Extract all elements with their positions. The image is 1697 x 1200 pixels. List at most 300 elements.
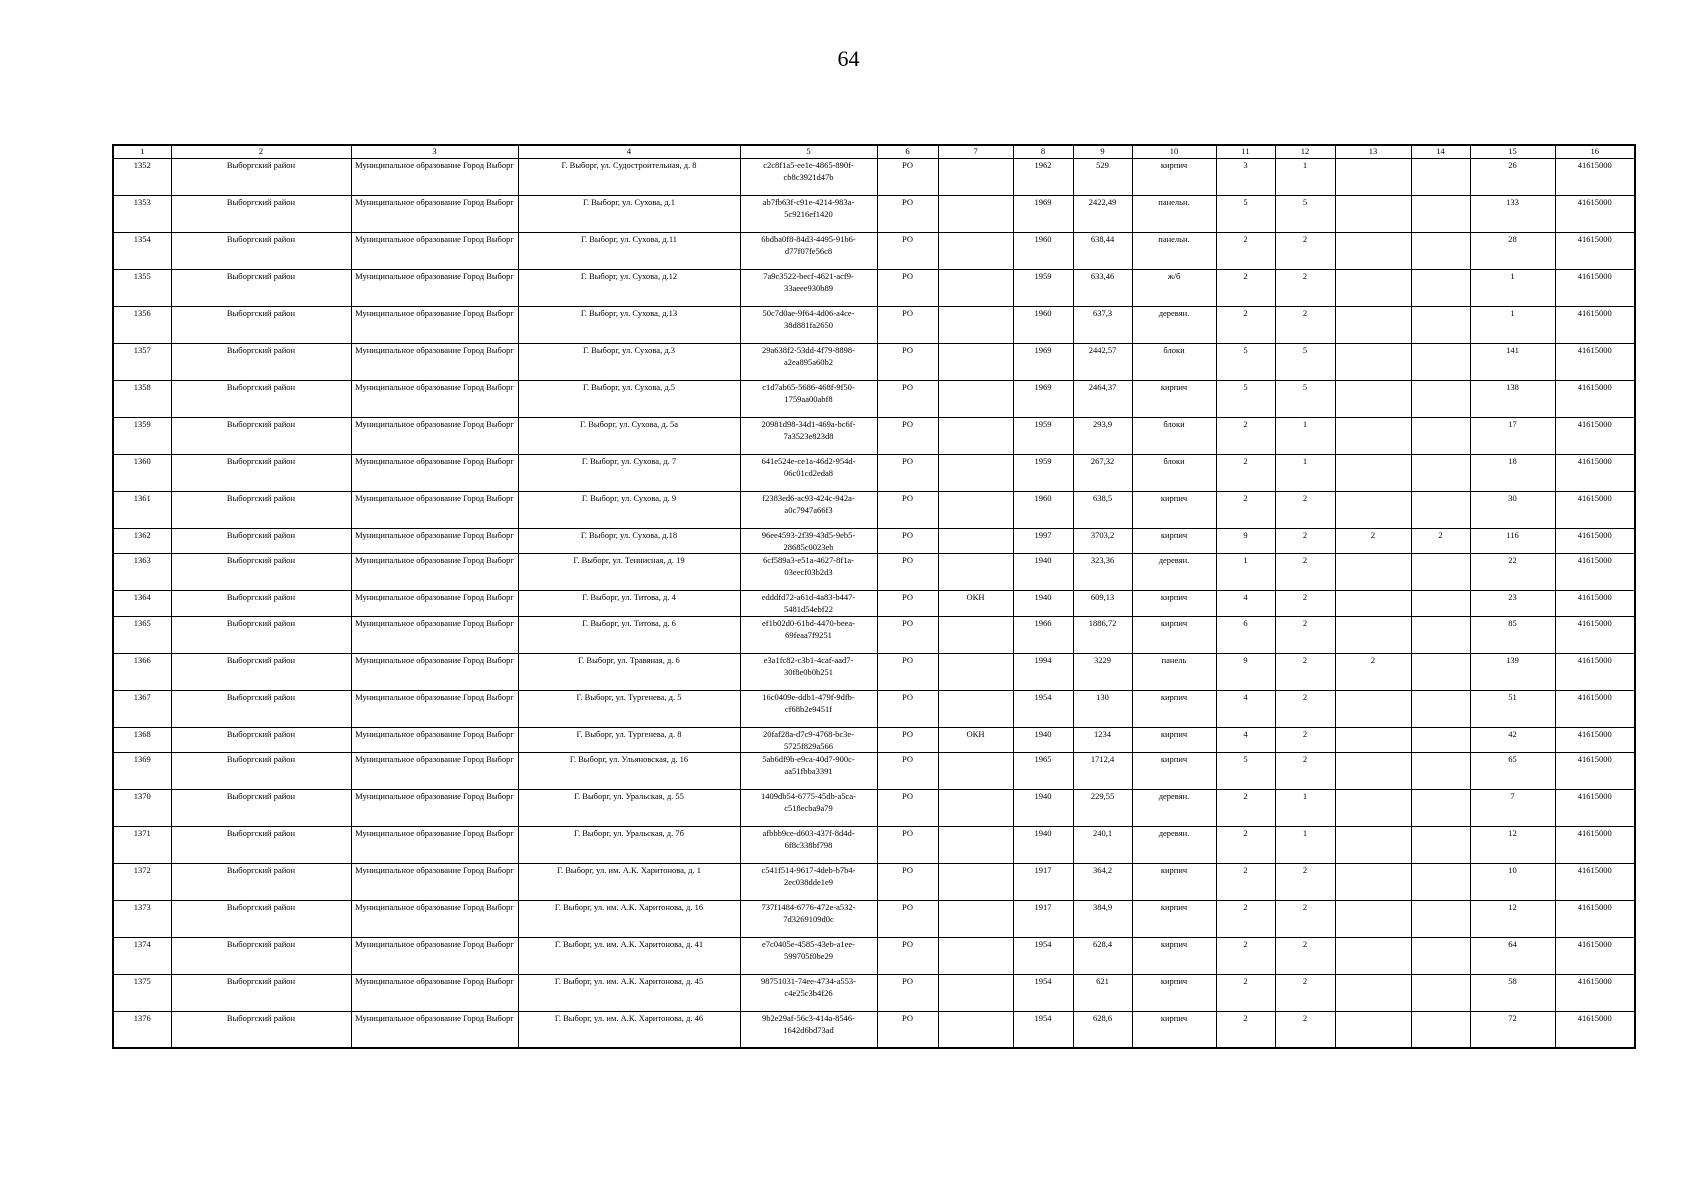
wall-material-cell: деревян.	[1132, 554, 1216, 591]
apartments-cell: 139	[1470, 653, 1555, 690]
district-cell: Выборгский район	[171, 690, 351, 727]
wall-material-cell: блоки	[1132, 418, 1216, 455]
entrances-cell: 2	[1275, 233, 1335, 270]
area-cell: 609,13	[1073, 591, 1132, 616]
year-cell: 1969	[1013, 381, 1073, 418]
year-cell: 1954	[1013, 690, 1073, 727]
table-row	[113, 690, 1635, 727]
apartments-cell: 26	[1470, 159, 1555, 196]
area-cell: 384,9	[1073, 901, 1132, 938]
area-cell: 130	[1073, 690, 1132, 727]
heritage-cell	[938, 159, 1013, 196]
row-number: 1373	[113, 901, 171, 938]
col13-cell	[1335, 344, 1411, 381]
wall-material-cell: панель	[1132, 653, 1216, 690]
municipality-cell: Муниципальное образование Город Выборг	[351, 233, 518, 270]
guid-cell: 96ee4593-2f39-43d5-9eb5-28685c0023eb	[740, 529, 877, 554]
heritage-cell	[938, 975, 1013, 1012]
year-cell: 1917	[1013, 901, 1073, 938]
column-header: 2	[171, 145, 351, 159]
municipality-cell: Муниципальное образование Город Выборг	[351, 1012, 518, 1049]
floors-cell: 2	[1216, 455, 1275, 492]
wall-material-cell: кирпич	[1132, 529, 1216, 554]
area-cell: 293,9	[1073, 418, 1132, 455]
status-cell: РО	[877, 344, 938, 381]
district-cell: Выборгский район	[171, 196, 351, 233]
year-cell: 1965	[1013, 753, 1073, 790]
col14-cell	[1411, 270, 1470, 307]
table-row	[113, 938, 1635, 975]
col13-cell	[1335, 975, 1411, 1012]
apartments-cell: 138	[1470, 381, 1555, 418]
table-row	[113, 196, 1635, 233]
apartments-cell: 1	[1470, 270, 1555, 307]
municipality-cell: Муниципальное образование Город Выборг	[351, 554, 518, 591]
col14-cell	[1411, 938, 1470, 975]
address-cell: Г. Выборг, ул. Сухова, д.1	[518, 196, 740, 233]
year-cell: 1962	[1013, 159, 1073, 196]
entrances-cell: 2	[1275, 753, 1335, 790]
col13-cell	[1335, 827, 1411, 864]
wall-material-cell: кирпич	[1132, 492, 1216, 529]
area-cell: 637,3	[1073, 307, 1132, 344]
column-header: 14	[1411, 145, 1470, 159]
column-header: 7	[938, 145, 1013, 159]
apartments-cell: 51	[1470, 690, 1555, 727]
row-number: 1370	[113, 790, 171, 827]
row-number: 1359	[113, 418, 171, 455]
status-cell: РО	[877, 381, 938, 418]
heritage-cell	[938, 790, 1013, 827]
guid-cell: afbbb9ce-d603-437f-8d4d-6f8c338bf798	[740, 827, 877, 864]
floors-cell: 2	[1216, 827, 1275, 864]
address-cell: Г. Выборг, ул. Сухова, д.13	[518, 307, 740, 344]
floors-cell: 9	[1216, 653, 1275, 690]
wall-material-cell: кирпич	[1132, 938, 1216, 975]
row-number: 1368	[113, 727, 171, 752]
entrances-cell: 1	[1275, 159, 1335, 196]
entrances-cell: 1	[1275, 790, 1335, 827]
apartments-cell: 23	[1470, 591, 1555, 616]
heritage-cell	[938, 529, 1013, 554]
col13-cell	[1335, 418, 1411, 455]
area-cell: 323,36	[1073, 554, 1132, 591]
district-cell: Выборгский район	[171, 159, 351, 196]
apartments-cell: 72	[1470, 1012, 1555, 1049]
heritage-cell	[938, 616, 1013, 653]
address-cell: Г. Выборг, ул. Травяная, д. 6	[518, 653, 740, 690]
entrances-cell: 5	[1275, 196, 1335, 233]
row-number: 1353	[113, 196, 171, 233]
area-cell: 1234	[1073, 727, 1132, 752]
guid-cell: 20981d98-34d1-469a-bc6f-7a3523e823d8	[740, 418, 877, 455]
address-cell: Г. Выборг, ул. им. А.К. Харитонова, д. 16	[518, 901, 740, 938]
entrances-cell: 2	[1275, 554, 1335, 591]
floors-cell: 9	[1216, 529, 1275, 554]
table-row	[113, 864, 1635, 901]
municipality-cell: Муниципальное образование Город Выборг	[351, 616, 518, 653]
col14-cell	[1411, 727, 1470, 752]
apartments-cell: 30	[1470, 492, 1555, 529]
status-cell: РО	[877, 591, 938, 616]
status-cell: РО	[877, 690, 938, 727]
address-cell: Г. Выборг, ул. Сухова, д. 9	[518, 492, 740, 529]
district-cell: Выборгский район	[171, 616, 351, 653]
entrances-cell: 1	[1275, 827, 1335, 864]
year-cell: 1940	[1013, 591, 1073, 616]
oktmo-cell: 41615000	[1555, 591, 1635, 616]
address-cell: Г. Выборг, ул. Титова, д. 6	[518, 616, 740, 653]
municipality-cell: Муниципальное образование Город Выборг	[351, 790, 518, 827]
entrances-cell: 2	[1275, 616, 1335, 653]
municipality-cell: Муниципальное образование Город Выборг	[351, 196, 518, 233]
status-cell: РО	[877, 653, 938, 690]
municipality-cell: Муниципальное образование Город Выборг	[351, 455, 518, 492]
district-cell: Выборгский район	[171, 727, 351, 752]
guid-cell: 29a638f2-53dd-4f79-8898-a2ea895a60b2	[740, 344, 877, 381]
area-cell: 638,44	[1073, 233, 1132, 270]
oktmo-cell: 41615000	[1555, 196, 1635, 233]
area-cell: 628,4	[1073, 938, 1132, 975]
area-cell: 2422,49	[1073, 196, 1132, 233]
table-row	[113, 975, 1635, 1012]
col14-cell	[1411, 455, 1470, 492]
col14-cell	[1411, 307, 1470, 344]
district-cell: Выборгский район	[171, 938, 351, 975]
col13-cell	[1335, 901, 1411, 938]
oktmo-cell: 41615000	[1555, 418, 1635, 455]
year-cell: 1994	[1013, 653, 1073, 690]
oktmo-cell: 41615000	[1555, 381, 1635, 418]
floors-cell: 2	[1216, 307, 1275, 344]
area-cell: 2464,37	[1073, 381, 1132, 418]
address-cell: Г. Выборг, ул. Сухова, д.3	[518, 344, 740, 381]
row-number: 1362	[113, 529, 171, 554]
table-row	[113, 901, 1635, 938]
address-cell: Г. Выборг, ул. Сухова, д. 7	[518, 455, 740, 492]
year-cell: 1940	[1013, 554, 1073, 591]
status-cell: РО	[877, 616, 938, 653]
status-cell: РО	[877, 233, 938, 270]
row-number: 1358	[113, 381, 171, 418]
oktmo-cell: 41615000	[1555, 455, 1635, 492]
registry-table	[112, 144, 1636, 1049]
entrances-cell: 1	[1275, 455, 1335, 492]
entrances-cell: 2	[1275, 307, 1335, 344]
row-number: 1360	[113, 455, 171, 492]
district-cell: Выборгский район	[171, 307, 351, 344]
status-cell: РО	[877, 1012, 938, 1049]
guid-cell: 1409db54-6775-45db-a5ca-c518ecba9a79	[740, 790, 877, 827]
district-cell: Выборгский район	[171, 344, 351, 381]
oktmo-cell: 41615000	[1555, 827, 1635, 864]
heritage-cell: ОКН	[938, 727, 1013, 752]
col13-cell	[1335, 864, 1411, 901]
entrances-cell: 2	[1275, 901, 1335, 938]
address-cell: Г. Выборг, ул. Сухова, д.18	[518, 529, 740, 554]
floors-cell: 5	[1216, 753, 1275, 790]
floors-cell: 2	[1216, 864, 1275, 901]
col13-cell	[1335, 1012, 1411, 1049]
wall-material-cell: кирпич	[1132, 864, 1216, 901]
column-number-row	[113, 145, 1635, 159]
guid-cell: 7a9c3522-becf-4621-acf9-33aeee930b89	[740, 270, 877, 307]
apartments-cell: 28	[1470, 233, 1555, 270]
district-cell: Выборгский район	[171, 418, 351, 455]
area-cell: 229,55	[1073, 790, 1132, 827]
municipality-cell: Муниципальное образование Город Выборг	[351, 159, 518, 196]
floors-cell: 2	[1216, 790, 1275, 827]
apartments-cell: 65	[1470, 753, 1555, 790]
municipality-cell: Муниципальное образование Город Выборг	[351, 690, 518, 727]
entrances-cell: 5	[1275, 344, 1335, 381]
area-cell: 2442,57	[1073, 344, 1132, 381]
municipality-cell: Муниципальное образование Город Выборг	[351, 753, 518, 790]
district-cell: Выборгский район	[171, 233, 351, 270]
column-header: 9	[1073, 145, 1132, 159]
status-cell: РО	[877, 418, 938, 455]
heritage-cell	[938, 554, 1013, 591]
area-cell: 628,6	[1073, 1012, 1132, 1049]
apartments-cell: 7	[1470, 790, 1555, 827]
municipality-cell: Муниципальное образование Город Выборг	[351, 975, 518, 1012]
floors-cell: 4	[1216, 591, 1275, 616]
district-cell: Выборгский район	[171, 975, 351, 1012]
row-number: 1357	[113, 344, 171, 381]
year-cell: 1959	[1013, 418, 1073, 455]
status-cell: РО	[877, 529, 938, 554]
column-header: 8	[1013, 145, 1073, 159]
heritage-cell	[938, 455, 1013, 492]
status-cell: РО	[877, 975, 938, 1012]
address-cell: Г. Выборг, ул. им. А.К. Харитонова, д. 45	[518, 975, 740, 1012]
district-cell: Выборгский район	[171, 381, 351, 418]
entrances-cell: 2	[1275, 529, 1335, 554]
wall-material-cell: деревян.	[1132, 307, 1216, 344]
heritage-cell	[938, 418, 1013, 455]
table-row	[113, 492, 1635, 529]
column-header: 15	[1470, 145, 1555, 159]
floors-cell: 2	[1216, 1012, 1275, 1049]
year-cell: 1954	[1013, 938, 1073, 975]
table-row	[113, 418, 1635, 455]
row-number: 1356	[113, 307, 171, 344]
floors-cell: 5	[1216, 196, 1275, 233]
table-row	[113, 344, 1635, 381]
col14-cell	[1411, 492, 1470, 529]
oktmo-cell: 41615000	[1555, 975, 1635, 1012]
col13-cell	[1335, 270, 1411, 307]
col14-cell	[1411, 827, 1470, 864]
row-number: 1375	[113, 975, 171, 1012]
year-cell: 1940	[1013, 827, 1073, 864]
col13-cell	[1335, 616, 1411, 653]
guid-cell: c541f514-9617-4deb-b7b4-2ec038dde1e9	[740, 864, 877, 901]
wall-material-cell: деревян.	[1132, 790, 1216, 827]
apartments-cell: 12	[1470, 827, 1555, 864]
year-cell: 1940	[1013, 727, 1073, 752]
wall-material-cell: кирпич	[1132, 690, 1216, 727]
row-number: 1367	[113, 690, 171, 727]
address-cell: Г. Выборг, ул. Сухова, д.11	[518, 233, 740, 270]
floors-cell: 4	[1216, 690, 1275, 727]
apartments-cell: 141	[1470, 344, 1555, 381]
oktmo-cell: 41615000	[1555, 753, 1635, 790]
col14-cell	[1411, 418, 1470, 455]
guid-cell: ab7fb63f-c91e-4214-983a-5c9216ef1420	[740, 196, 877, 233]
table-row	[113, 1012, 1635, 1049]
col13-cell	[1335, 591, 1411, 616]
guid-cell: 641e524e-ce1a-46d2-954d-06c01cd2eda8	[740, 455, 877, 492]
table-row	[113, 653, 1635, 690]
status-cell: РО	[877, 159, 938, 196]
district-cell: Выборгский район	[171, 554, 351, 591]
area-cell: 621	[1073, 975, 1132, 1012]
address-cell: Г. Выборг, ул. Сухова, д.12	[518, 270, 740, 307]
apartments-cell: 10	[1470, 864, 1555, 901]
page-number: 64	[837, 46, 860, 71]
apartments-cell: 1	[1470, 307, 1555, 344]
year-cell: 1960	[1013, 307, 1073, 344]
wall-material-cell: блоки	[1132, 344, 1216, 381]
address-cell: Г. Выборг, ул. Судостроительная, д. 8	[518, 159, 740, 196]
wall-material-cell: кирпич	[1132, 591, 1216, 616]
apartments-cell: 18	[1470, 455, 1555, 492]
table-row	[113, 554, 1635, 591]
guid-cell: c2c8f1a5-ee1e-4865-890f-cb8c3921d47b	[740, 159, 877, 196]
col14-cell	[1411, 690, 1470, 727]
entrances-cell: 2	[1275, 1012, 1335, 1049]
heritage-cell	[938, 270, 1013, 307]
table-body	[113, 159, 1635, 1049]
heritage-cell	[938, 690, 1013, 727]
wall-material-cell: блоки	[1132, 455, 1216, 492]
oktmo-cell: 41615000	[1555, 307, 1635, 344]
year-cell: 1917	[1013, 864, 1073, 901]
address-cell: Г. Выборг, ул. Титова, д. 4	[518, 591, 740, 616]
guid-cell: e3a1fc82-c3b1-4caf-aad7-30f8e0b0b251	[740, 653, 877, 690]
col13-cell	[1335, 753, 1411, 790]
row-number: 1361	[113, 492, 171, 529]
col13-cell: 2	[1335, 529, 1411, 554]
floors-cell: 3	[1216, 159, 1275, 196]
table-row	[113, 307, 1635, 344]
oktmo-cell: 41615000	[1555, 270, 1635, 307]
wall-material-cell: кирпич	[1132, 616, 1216, 653]
address-cell: Г. Выборг, ул. им. А.К. Харитонова, д. 41	[518, 938, 740, 975]
col14-cell	[1411, 753, 1470, 790]
floors-cell: 2	[1216, 938, 1275, 975]
row-number: 1363	[113, 554, 171, 591]
municipality-cell: Муниципальное образование Город Выборг	[351, 727, 518, 752]
col13-cell	[1335, 233, 1411, 270]
district-cell: Выборгский район	[171, 753, 351, 790]
row-number: 1374	[113, 938, 171, 975]
municipality-cell: Муниципальное образование Город Выборг	[351, 938, 518, 975]
apartments-cell: 116	[1470, 529, 1555, 554]
entrances-cell: 2	[1275, 653, 1335, 690]
entrances-cell: 2	[1275, 938, 1335, 975]
district-cell: Выборгский район	[171, 653, 351, 690]
status-cell: РО	[877, 901, 938, 938]
column-header: 5	[740, 145, 877, 159]
col13-cell	[1335, 938, 1411, 975]
floors-cell: 2	[1216, 975, 1275, 1012]
municipality-cell: Муниципальное образование Город Выборг	[351, 864, 518, 901]
heritage-cell	[938, 344, 1013, 381]
municipality-cell: Муниципальное образование Город Выборг	[351, 418, 518, 455]
year-cell: 1940	[1013, 790, 1073, 827]
guid-cell: c1d7ab65-5686-468f-9f50-1759aa00abf8	[740, 381, 877, 418]
col14-cell	[1411, 975, 1470, 1012]
status-cell: РО	[877, 790, 938, 827]
status-cell: РО	[877, 492, 938, 529]
row-number: 1366	[113, 653, 171, 690]
year-cell: 1954	[1013, 1012, 1073, 1049]
apartments-cell: 85	[1470, 616, 1555, 653]
col14-cell	[1411, 616, 1470, 653]
wall-material-cell: кирпич	[1132, 381, 1216, 418]
entrances-cell: 2	[1275, 727, 1335, 752]
municipality-cell: Муниципальное образование Город Выборг	[351, 827, 518, 864]
address-cell: Г. Выборг, ул. им. А.К. Харитонова, д. 1	[518, 864, 740, 901]
col13-cell	[1335, 492, 1411, 529]
heritage-cell	[938, 901, 1013, 938]
address-cell: Г. Выборг, ул. им. А.К. Харитонова, д. 46	[518, 1012, 740, 1049]
status-cell: РО	[877, 270, 938, 307]
oktmo-cell: 41615000	[1555, 529, 1635, 554]
year-cell: 1969	[1013, 196, 1073, 233]
col13-cell	[1335, 196, 1411, 233]
col14-cell	[1411, 864, 1470, 901]
status-cell: РО	[877, 827, 938, 864]
area-cell: 364,2	[1073, 864, 1132, 901]
floors-cell: 5	[1216, 381, 1275, 418]
heritage-cell	[938, 196, 1013, 233]
municipality-cell: Муниципальное образование Город Выборг	[351, 529, 518, 554]
guid-cell: 98751031-74ee-4734-a553-c4e25c3b4f26	[740, 975, 877, 1012]
wall-material-cell: панельн.	[1132, 233, 1216, 270]
municipality-cell: Муниципальное образование Город Выборг	[351, 381, 518, 418]
entrances-cell: 5	[1275, 381, 1335, 418]
col14-cell	[1411, 554, 1470, 591]
apartments-cell: 22	[1470, 554, 1555, 591]
entrances-cell: 2	[1275, 864, 1335, 901]
column-header: 4	[518, 145, 740, 159]
guid-cell: 9b2e29af-56c3-414a-8546-1642d6bd73ad	[740, 1012, 877, 1049]
col14-cell	[1411, 790, 1470, 827]
col14-cell	[1411, 901, 1470, 938]
status-cell: РО	[877, 455, 938, 492]
entrances-cell: 2	[1275, 975, 1335, 1012]
entrances-cell: 2	[1275, 690, 1335, 727]
year-cell: 1997	[1013, 529, 1073, 554]
heritage-cell	[938, 233, 1013, 270]
area-cell: 3703,2	[1073, 529, 1132, 554]
wall-material-cell: кирпич	[1132, 753, 1216, 790]
row-number: 1364	[113, 591, 171, 616]
address-cell: Г. Выборг, ул. Ульяновская, д. 16	[518, 753, 740, 790]
oktmo-cell: 41615000	[1555, 690, 1635, 727]
column-header: 10	[1132, 145, 1216, 159]
municipality-cell: Муниципальное образование Город Выборг	[351, 901, 518, 938]
column-header: 13	[1335, 145, 1411, 159]
wall-material-cell: кирпич	[1132, 1012, 1216, 1049]
row-number: 1369	[113, 753, 171, 790]
status-cell: РО	[877, 727, 938, 752]
oktmo-cell: 41615000	[1555, 901, 1635, 938]
oktmo-cell: 41615000	[1555, 233, 1635, 270]
